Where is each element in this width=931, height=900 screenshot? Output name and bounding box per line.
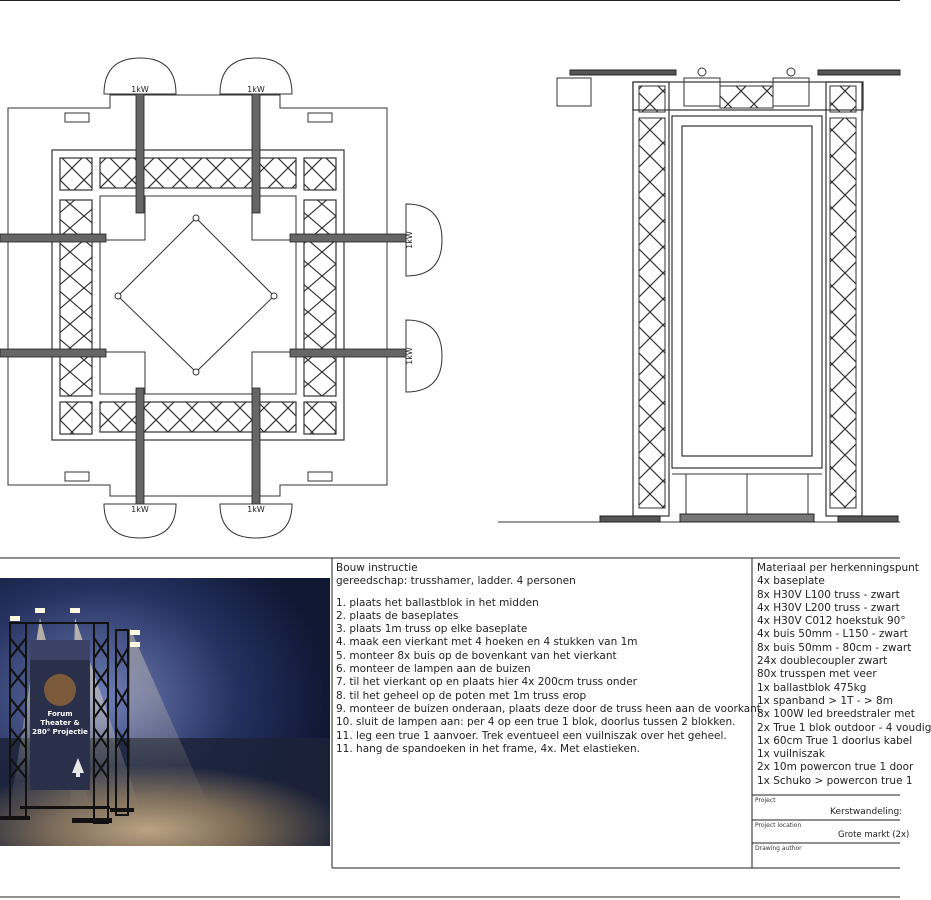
lamp-label-1: 1kW	[131, 85, 149, 94]
material-item: 2x 10m powercon true 1 door	[757, 761, 914, 774]
location-label: Project location	[755, 822, 802, 829]
material-item: 4x buis 50mm - L150 - zwart	[757, 628, 908, 641]
material-item: 80x trusspen met veer	[757, 668, 877, 681]
truss-front-elevation	[500, 0, 900, 545]
material-item: 4x H30V C012 hoekstuk 90°	[757, 615, 906, 628]
material-item: 2x True 1 blok outdoor - 4 voudig	[757, 721, 931, 734]
materials-list	[757, 562, 931, 794]
instruction-step: 4. maak een vierkant met 4 hoeken en 4 stukken van 1m	[336, 636, 638, 649]
material-item: 8x 100W led breedstraler met	[757, 708, 915, 721]
material-item: 4x baseplate	[757, 575, 825, 588]
instruction-step: 6. monteer de lampen aan de buizen	[336, 663, 531, 676]
instruction-step: 7. til het vierkant op en plaats hier 4x 200cm truss onder	[336, 676, 638, 689]
banner-line-1: Forum	[47, 710, 73, 718]
materials-title: Materiaal per herkenningspunt	[757, 562, 919, 574]
instruction-step: 11. leg een true 1 aanvoer. Trek eventueel een vuilniszak over het geheel.	[336, 729, 727, 742]
instructions-title: Bouw instructie	[336, 562, 418, 574]
material-item: 1x spanband > 1T - > 8m	[757, 694, 893, 707]
project-label: Project	[755, 797, 776, 804]
material-item: 1x Schuko > powercon true 1	[757, 774, 913, 787]
truss-top-view	[0, 0, 450, 545]
location-value: Grote markt (2x)	[838, 830, 910, 840]
banner-line-3: 280° Projectie	[32, 728, 88, 736]
lamp-label-4: 1kW	[247, 505, 265, 514]
instructions-steps	[336, 596, 761, 757]
instruction-step: 9. monteer de buizen onderaan, plaats deze door de truss heen aan de voorkant	[336, 702, 761, 715]
material-item: 1x ballastblok 475kg	[757, 681, 867, 694]
project-value: Kerstwandeling:	[830, 807, 903, 817]
instruction-step: 11. hang de spandoeken in het frame, 4x. Met elastieken.	[336, 742, 640, 755]
lamp-label-5: 1kW	[405, 231, 414, 249]
build-instructions	[336, 562, 761, 862]
banner-line-2: Theater &	[40, 719, 80, 727]
material-item: 1x 60cm True 1 doorlus kabel	[757, 734, 913, 747]
instruction-step: 3. plaats 1m truss op elke baseplate	[336, 623, 528, 636]
lamp-label-3: 1kW	[131, 505, 149, 514]
material-item: 8x H30V L100 truss - zwart	[757, 588, 900, 601]
author-label: Drawing author	[755, 845, 802, 852]
material-item: 24x doublecoupler zwart	[757, 655, 888, 668]
instruction-step: 8. til het geheel op de poten met 1m truss erop	[336, 689, 587, 702]
material-item: 1x vuilniszak	[757, 748, 826, 761]
lamp-label-6: 1kW	[405, 347, 414, 365]
lamp-label-2: 1kW	[247, 85, 265, 94]
material-item: 8x buis 50mm - 80cm - zwart	[757, 641, 912, 654]
instruction-step: 5. monteer 8x buis op de bovenkant van het vierkant	[336, 649, 617, 662]
instruction-step: 2. plaats de baseplates	[336, 609, 459, 622]
material-item: 4x H30V L200 truss - zwart	[757, 601, 900, 614]
instruction-step: 1. plaats het ballastblok in het midden	[336, 596, 539, 609]
rendered-photo	[0, 578, 330, 846]
instruction-step: 10. sluit de lampen aan: per 4 op een true 1 blok, doorlus tussen 2 blokken.	[336, 716, 736, 729]
instructions-tools: gereedschap: trusshamer, ladder. 4 personen	[336, 575, 576, 588]
